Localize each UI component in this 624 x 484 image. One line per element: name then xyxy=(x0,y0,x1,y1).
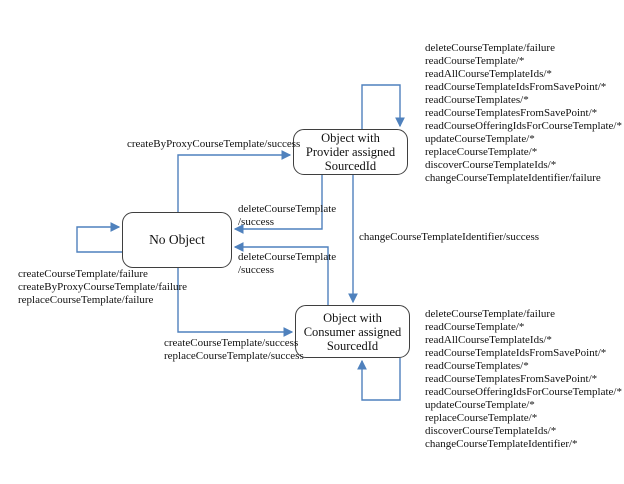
label-line: Provider assigned xyxy=(305,145,396,159)
label-line: createCourseTemplate/failure xyxy=(18,268,148,280)
label-line: discoverCourseTemplateIds/* xyxy=(425,425,557,437)
label-provider-self-transitions xyxy=(425,42,622,185)
label-line: SourcedId xyxy=(326,338,379,353)
label-create-replace-success xyxy=(164,337,304,363)
label-line: deleteCourseTemplate/failure xyxy=(425,42,555,54)
label-line: deleteCourseTemplate xyxy=(238,203,337,215)
state-consumer-assigned xyxy=(295,305,410,358)
label-line: updateCourseTemplate/* xyxy=(425,133,535,145)
label-line: readCourseTemplateIdsFromSavePoint/* xyxy=(425,81,607,93)
label-change-identifier-success: changeCourseTemplateIdentifier/success xyxy=(359,231,540,243)
label-line: discoverCourseTemplateIds/* xyxy=(425,159,557,171)
label-line: Object with xyxy=(323,310,382,325)
label-line: readCourseTemplates/* xyxy=(425,94,529,106)
state-provider-assigned xyxy=(293,129,408,175)
label-line: replaceCourseTemplate/* xyxy=(425,412,538,424)
label-line: /success xyxy=(238,216,275,228)
label-line: updateCourseTemplate/* xyxy=(425,399,535,411)
label-line: Object with xyxy=(321,131,380,145)
label-line: replaceCourseTemplate/success xyxy=(164,350,304,362)
label-line: readCourseTemplatesFromSavePoint/* xyxy=(425,107,598,119)
label-consumer-delete-success xyxy=(238,251,336,277)
label-provider-delete-success xyxy=(238,203,336,229)
state-consumer-label xyxy=(304,311,402,353)
label-line: replaceCourseTemplate/failure xyxy=(18,294,154,306)
label-line: createCourseTemplate/success xyxy=(164,337,299,349)
label-line: readCourseOfferingIdsForCourseTemplate/* xyxy=(425,386,622,398)
label-line: readCourseTemplatesFromSavePoint/* xyxy=(425,373,598,385)
label-line: readCourseTemplates/* xyxy=(425,360,529,372)
label-line: readCourseTemplate/* xyxy=(425,55,525,67)
label-line: replaceCourseTemplate/* xyxy=(425,146,538,158)
arrow-no-object-self-loop xyxy=(77,227,122,252)
label-line: readAllCourseTemplateIds/* xyxy=(425,334,552,346)
label-no-object-self-failures xyxy=(18,268,187,307)
label-line: readCourseTemplate/* xyxy=(425,321,525,333)
state-provider-label xyxy=(306,131,395,173)
label-line: /success xyxy=(238,264,275,276)
label-line: SourcedId xyxy=(324,159,377,173)
arrow-no-object-to-consumer xyxy=(178,268,292,332)
label-create-by-proxy-success: createByProxyCourseTemplate/success xyxy=(127,138,301,150)
arrow-provider-self-loop xyxy=(362,85,400,129)
label-line: createByProxyCourseTemplate/failure xyxy=(18,281,188,293)
label-line: deleteCourseTemplate/failure xyxy=(425,308,555,320)
arrow-consumer-self-loop xyxy=(362,358,400,400)
label-line: readCourseTemplateIdsFromSavePoint/* xyxy=(425,347,607,359)
label-line: readCourseOfferingIdsForCourseTemplate/* xyxy=(425,120,622,132)
label-line: changeCourseTemplateIdentifier/* xyxy=(425,438,578,450)
label-line: readAllCourseTemplateIds/* xyxy=(425,68,552,80)
label-line: Consumer assigned xyxy=(303,324,402,339)
label-line: changeCourseTemplateIdentifier/failure xyxy=(425,172,601,184)
label-line: deleteCourseTemplate xyxy=(238,251,337,263)
state-no-object xyxy=(122,212,232,268)
state-no-object-label: No Object xyxy=(149,232,205,247)
label-consumer-self-transitions xyxy=(425,308,622,451)
